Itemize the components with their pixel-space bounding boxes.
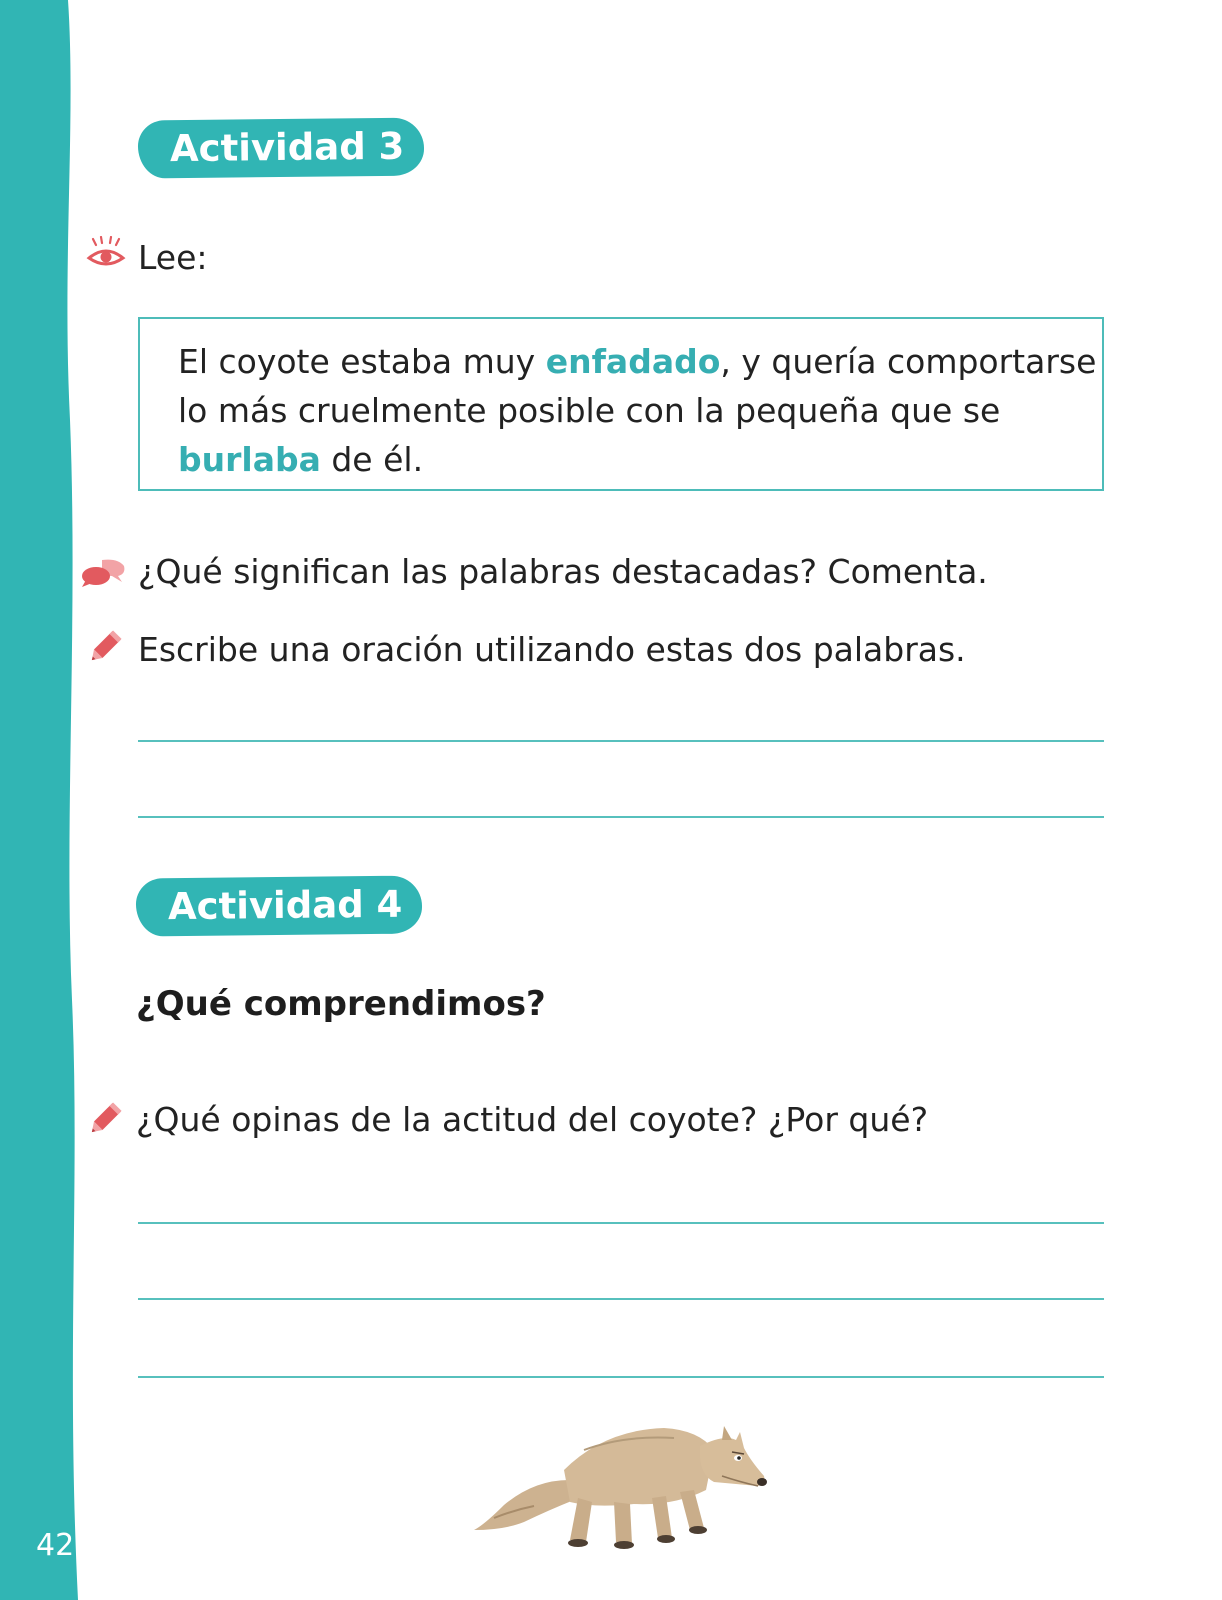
highlight-word-burlaba: burlaba [178,440,321,479]
answer-line[interactable] [138,1222,1104,1224]
write-prompt-3: Escribe una oración utilizando estas dos palabras. [138,630,966,669]
speech-bubbles-icon [80,556,128,590]
coyote-illustration [474,1410,774,1560]
read-prompt: Lee: [138,238,208,277]
discuss-prompt: ¿Qué significan las palabras destacadas? Comenta. [138,552,988,591]
passage-text: El coyote estaba muy [178,342,546,381]
pencil-icon [86,1098,126,1138]
reading-passage [138,317,1104,491]
write-prompt-4: ¿Qué opinas de la actitud del coyote? ¿Por qué? [136,1100,929,1139]
answer-line[interactable] [138,816,1104,818]
passage-text: lo más cruelmente posible con la pequeña que se [178,391,1001,430]
activity-3-title: Actividad 3 [138,118,425,179]
eye-icon [86,236,126,270]
answer-line[interactable] [138,740,1104,742]
passage-text: , y quería comportarse [720,342,1097,381]
passage-line-3 [178,435,1102,484]
activity-4-title: Actividad 4 [136,876,423,937]
page-number: 42 [36,1528,75,1563]
section-heading: ¿Qué comprendimos? [136,984,546,1024]
passage-line-1 [178,337,1102,386]
passage-line-2 [178,386,1102,435]
passage-text: de él. [320,440,424,479]
answer-line[interactable] [138,1298,1104,1300]
answer-line[interactable] [138,1376,1104,1378]
pencil-icon [86,626,126,666]
highlight-word-enfadado: enfadado [545,342,721,381]
side-band [0,0,90,1600]
